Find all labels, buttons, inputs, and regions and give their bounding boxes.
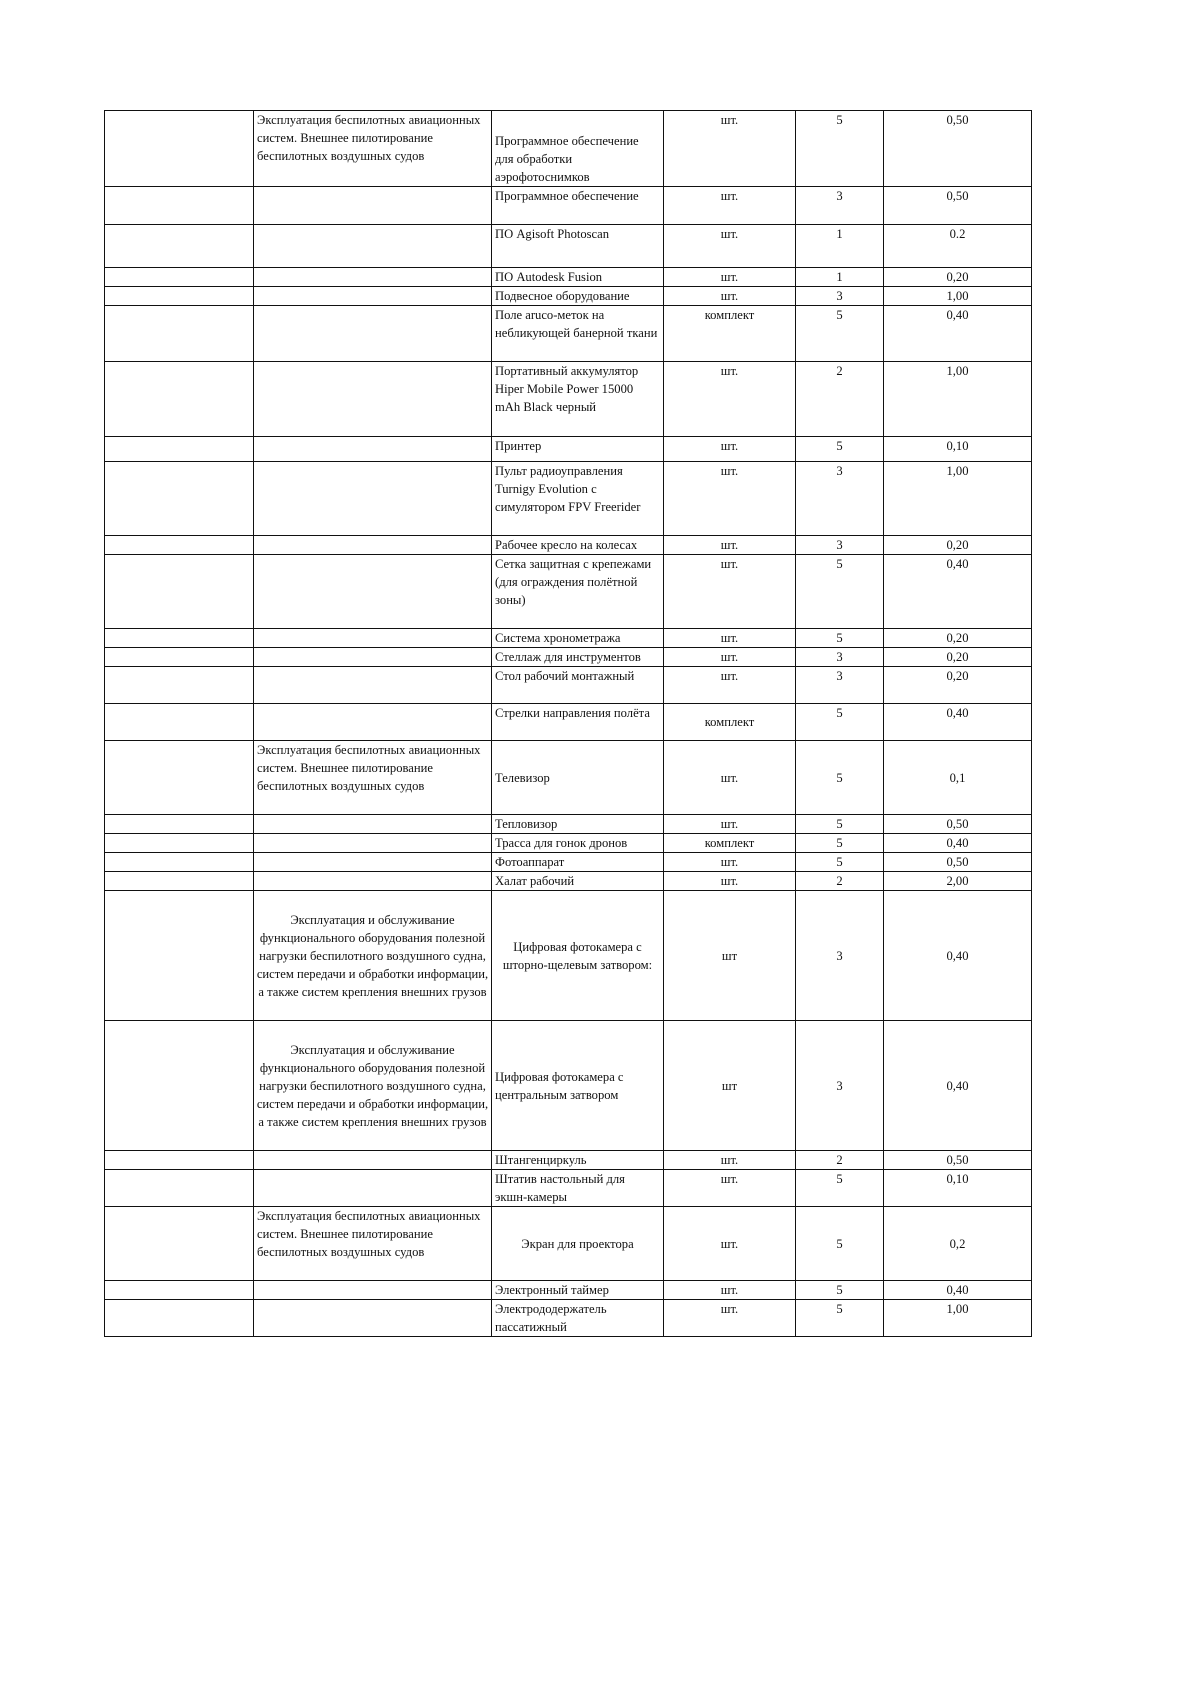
row-number-cell <box>105 1151 254 1170</box>
norm-cell: 0,40 <box>884 834 1032 853</box>
section-cell <box>254 287 492 306</box>
item-name-cell: Электронный таймер <box>492 1281 664 1300</box>
row-number-cell <box>105 462 254 536</box>
norm-cell: 0,2 <box>884 1207 1032 1281</box>
norm-cell: 0,20 <box>884 667 1032 704</box>
table-row <box>105 306 1032 362</box>
row-number-cell <box>105 1281 254 1300</box>
norm-cell: 0,40 <box>884 306 1032 362</box>
section-cell: Эксплуатация и обслуживание функционального оборудования полезной нагрузки беспилотного воздушного судна, систем передачи и обработки информации, а также систем крепления внешних грузов <box>254 891 492 1021</box>
section-cell <box>254 648 492 667</box>
quantity-cell: 1 <box>796 268 884 287</box>
quantity-cell: 3 <box>796 1021 884 1151</box>
quantity-cell: 5 <box>796 1170 884 1207</box>
row-number-cell <box>105 268 254 287</box>
table-row <box>105 1300 1032 1337</box>
section-cell: Эксплуатация беспилотных авиационных систем. Внешнее пилотирование беспилотных воздушных судов <box>254 1207 492 1281</box>
row-number-cell <box>105 1300 254 1337</box>
row-number-cell <box>105 111 254 187</box>
table-row <box>105 891 1032 1021</box>
table-row <box>105 815 1032 834</box>
unit-cell: шт. <box>664 815 796 834</box>
quantity-cell: 1 <box>796 225 884 268</box>
item-name-cell: Стеллаж для инструментов <box>492 648 664 667</box>
row-number-cell <box>105 306 254 362</box>
unit-cell: шт. <box>664 225 796 268</box>
unit-cell: комплект <box>664 306 796 362</box>
unit-cell: шт. <box>664 555 796 629</box>
item-name-cell: Цифровая фотокамера с центральным затвором <box>492 1021 664 1151</box>
section-cell <box>254 555 492 629</box>
section-cell: Эксплуатация беспилотных авиационных систем. Внешнее пилотирование беспилотных воздушных судов <box>254 111 492 187</box>
row-number-cell <box>105 667 254 704</box>
unit-cell: шт <box>664 891 796 1021</box>
item-name-cell: Принтер <box>492 437 664 462</box>
quantity-cell: 5 <box>796 306 884 362</box>
section-cell <box>254 268 492 287</box>
quantity-cell: 3 <box>796 667 884 704</box>
norm-cell: 0,20 <box>884 629 1032 648</box>
quantity-cell: 5 <box>796 437 884 462</box>
norm-cell: 0,50 <box>884 1151 1032 1170</box>
table-row <box>105 853 1032 872</box>
norm-cell: 0,50 <box>884 815 1032 834</box>
section-cell <box>254 362 492 437</box>
section-cell <box>254 437 492 462</box>
unit-cell: шт. <box>664 629 796 648</box>
item-name-cell: Трасса для гонок дронов <box>492 834 664 853</box>
quantity-cell: 3 <box>796 462 884 536</box>
norm-cell: 0,50 <box>884 853 1032 872</box>
table-row <box>105 1151 1032 1170</box>
item-name-cell: Программное обеспечение <box>492 187 664 225</box>
table-row <box>105 1170 1032 1207</box>
quantity-cell: 3 <box>796 648 884 667</box>
row-number-cell <box>105 225 254 268</box>
table-row <box>105 287 1032 306</box>
item-name-cell: Стол рабочий монтажный <box>492 667 664 704</box>
item-name-cell: Подвесное оборудование <box>492 287 664 306</box>
unit-cell: комплект <box>664 704 796 741</box>
table-row <box>105 536 1032 555</box>
unit-cell: шт. <box>664 287 796 306</box>
row-number-cell <box>105 741 254 815</box>
row-number-cell <box>105 1207 254 1281</box>
row-number-cell <box>105 704 254 741</box>
unit-cell: комплект <box>664 834 796 853</box>
row-number-cell <box>105 834 254 853</box>
section-cell <box>254 1170 492 1207</box>
section-cell <box>254 462 492 536</box>
item-name-cell: Электрододержатель пассатижный <box>492 1300 664 1337</box>
table-row <box>105 834 1032 853</box>
section-cell <box>254 815 492 834</box>
item-name-cell: Цифровая фотокамера с шторно-щелевым затвором: <box>492 891 664 1021</box>
norm-cell: 0,50 <box>884 111 1032 187</box>
table-row <box>105 555 1032 629</box>
table-row <box>105 437 1032 462</box>
quantity-cell: 2 <box>796 1151 884 1170</box>
section-cell <box>254 187 492 225</box>
section-cell <box>254 704 492 741</box>
item-name-cell: Рабочее кресло на колесах <box>492 536 664 555</box>
unit-cell: шт. <box>664 437 796 462</box>
item-name-cell: Халат рабочий <box>492 872 664 891</box>
norm-cell: 0,40 <box>884 891 1032 1021</box>
table-row <box>105 741 1032 815</box>
quantity-cell: 5 <box>796 1281 884 1300</box>
item-name-cell: Поле aruco-меток на небликующей банерной ткани <box>492 306 664 362</box>
unit-cell: шт. <box>664 1281 796 1300</box>
norm-cell: 1,00 <box>884 1300 1032 1337</box>
row-number-cell <box>105 815 254 834</box>
unit-cell: шт. <box>664 111 796 187</box>
quantity-cell: 5 <box>796 815 884 834</box>
item-name-cell: Тепловизор <box>492 815 664 834</box>
section-cell <box>254 1151 492 1170</box>
norm-cell: 1,00 <box>884 287 1032 306</box>
quantity-cell: 2 <box>796 872 884 891</box>
quantity-cell: 3 <box>796 536 884 555</box>
quantity-cell: 5 <box>796 853 884 872</box>
unit-cell: шт. <box>664 462 796 536</box>
unit-cell: шт. <box>664 667 796 704</box>
item-name-cell: Экран для проектора <box>492 1207 664 1281</box>
unit-cell: шт. <box>664 741 796 815</box>
section-cell <box>254 834 492 853</box>
quantity-cell: 3 <box>796 187 884 225</box>
section-cell: Эксплуатация беспилотных авиационных систем. Внешнее пилотирование беспилотных воздушных судов <box>254 741 492 815</box>
unit-cell: шт. <box>664 362 796 437</box>
quantity-cell: 5 <box>796 1207 884 1281</box>
table-row <box>105 362 1032 437</box>
section-cell <box>254 306 492 362</box>
item-name-cell: Штатив настольный для экшн-камеры <box>492 1170 664 1207</box>
table-row <box>105 629 1032 648</box>
equipment-table <box>104 110 1032 1337</box>
section-cell <box>254 536 492 555</box>
table-row <box>105 1207 1032 1281</box>
table-row <box>105 648 1032 667</box>
norm-cell: 0,10 <box>884 437 1032 462</box>
quantity-cell: 3 <box>796 891 884 1021</box>
table-row <box>105 268 1032 287</box>
table-row <box>105 1281 1032 1300</box>
norm-cell: 0,50 <box>884 187 1032 225</box>
item-name-cell: Пульт радиоуправления Turnigy Evolution с симулятором FPV Freerider <box>492 462 664 536</box>
item-name-cell: Телевизор <box>492 741 664 815</box>
unit-cell: шт. <box>664 536 796 555</box>
unit-cell: шт. <box>664 872 796 891</box>
row-number-cell <box>105 555 254 629</box>
row-number-cell <box>105 648 254 667</box>
item-name-cell: Фотоаппарат <box>492 853 664 872</box>
item-name-cell: ПО Autodesk Fusion <box>492 268 664 287</box>
unit-cell: шт. <box>664 1151 796 1170</box>
row-number-cell <box>105 853 254 872</box>
norm-cell: 0,20 <box>884 536 1032 555</box>
unit-cell: шт. <box>664 187 796 225</box>
row-number-cell <box>105 437 254 462</box>
row-number-cell <box>105 287 254 306</box>
section-cell <box>254 1281 492 1300</box>
row-number-cell <box>105 1021 254 1151</box>
quantity-cell: 5 <box>796 704 884 741</box>
quantity-cell: 5 <box>796 111 884 187</box>
item-name-cell: Программное обеспечение для обработки аэрофотоснимков <box>492 111 664 187</box>
table-row <box>105 187 1032 225</box>
table-row <box>105 1021 1032 1151</box>
quantity-cell: 5 <box>796 629 884 648</box>
unit-cell: шт. <box>664 1300 796 1337</box>
quantity-cell: 5 <box>796 741 884 815</box>
unit-cell: шт. <box>664 268 796 287</box>
norm-cell: 0,20 <box>884 648 1032 667</box>
item-name-cell: Стрелки направления полёта <box>492 704 664 741</box>
item-name-cell: ПО Agisoft Photoscan <box>492 225 664 268</box>
quantity-cell: 2 <box>796 362 884 437</box>
unit-cell: шт. <box>664 1207 796 1281</box>
unit-cell: шт. <box>664 853 796 872</box>
norm-cell: 0,20 <box>884 268 1032 287</box>
row-number-cell <box>105 872 254 891</box>
table-row <box>105 111 1032 187</box>
table-row <box>105 667 1032 704</box>
norm-cell: 0,1 <box>884 741 1032 815</box>
row-number-cell <box>105 1170 254 1207</box>
quantity-cell: 3 <box>796 287 884 306</box>
item-name-cell: Сетка защитная с крепежами (для ограждения полётной зоны) <box>492 555 664 629</box>
quantity-cell: 5 <box>796 1300 884 1337</box>
norm-cell: 0,40 <box>884 704 1032 741</box>
table-row <box>105 704 1032 741</box>
item-name-cell: Штангенциркуль <box>492 1151 664 1170</box>
norm-cell: 1,00 <box>884 362 1032 437</box>
norm-cell: 2,00 <box>884 872 1032 891</box>
unit-cell: шт. <box>664 648 796 667</box>
row-number-cell <box>105 536 254 555</box>
row-number-cell <box>105 891 254 1021</box>
section-cell <box>254 853 492 872</box>
norm-cell: 0,10 <box>884 1170 1032 1207</box>
quantity-cell: 5 <box>796 555 884 629</box>
item-name-cell: Система хронометража <box>492 629 664 648</box>
table-row <box>105 462 1032 536</box>
section-cell <box>254 629 492 648</box>
section-cell <box>254 1300 492 1337</box>
norm-cell: 0.2 <box>884 225 1032 268</box>
section-cell: Эксплуатация и обслуживание функционального оборудования полезной нагрузки беспилотного воздушного судна, систем передачи и обработки информации, а также систем крепления внешних грузов <box>254 1021 492 1151</box>
row-number-cell <box>105 187 254 225</box>
row-number-cell <box>105 629 254 648</box>
section-cell <box>254 872 492 891</box>
row-number-cell <box>105 362 254 437</box>
quantity-cell: 5 <box>796 834 884 853</box>
unit-cell: шт. <box>664 1170 796 1207</box>
norm-cell: 0,40 <box>884 555 1032 629</box>
norm-cell: 0,40 <box>884 1021 1032 1151</box>
table-row <box>105 225 1032 268</box>
item-name-cell: Портативный аккумулятор Hiper Mobile Power 15000 mAh Black черный <box>492 362 664 437</box>
table-row <box>105 872 1032 891</box>
unit-cell: шт <box>664 1021 796 1151</box>
section-cell <box>254 225 492 268</box>
section-cell <box>254 667 492 704</box>
norm-cell: 1,00 <box>884 462 1032 536</box>
norm-cell: 0,40 <box>884 1281 1032 1300</box>
